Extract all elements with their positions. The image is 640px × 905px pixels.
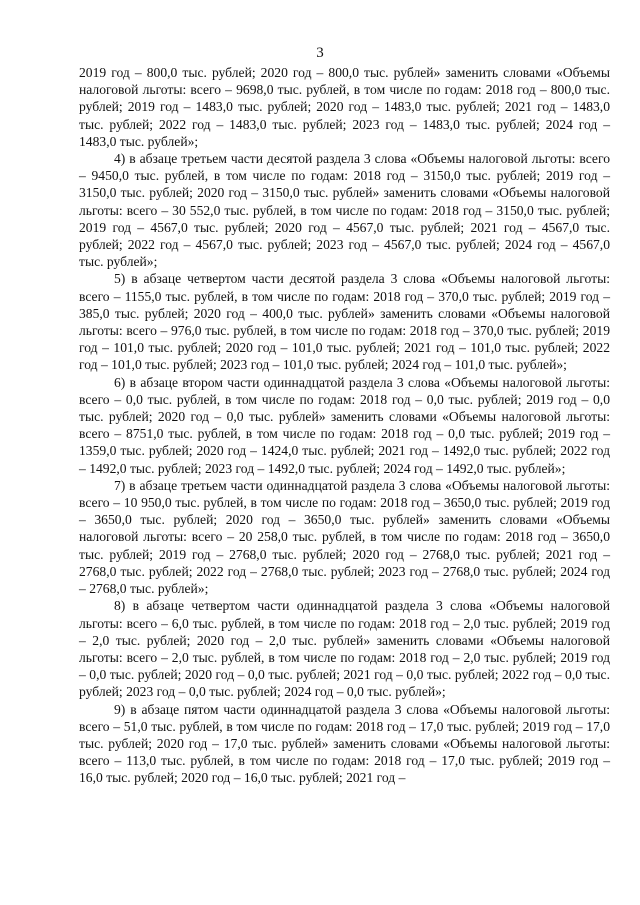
page-number: 3 [316, 45, 324, 61]
paragraph-item-6: 6) в абзаце втором части одиннадцатой раздела 3 слова «Объемы налоговой льготы: всего – 0,0 тыс. рублей, в том числе по годам: 2018 год – 0,0 тыс. рублей; 2019 год – 0,0 тыс. рублей; 2020 год – 0,0 тыс. рублей» заменить словами «Объемы налоговой льготы: всего – 8751,0 тыс. рублей, в том числе по годам: 2018 год – 0,0 тыс. рублей; 2019 год – 1359,0 тыс. рублей; 2020 год – 1424,0 тыс. рублей; 2021 год – 1492,0 тыс. рублей; 2022 год – 1492,0 тыс. рублей; 2023 год – 1492,0 тыс. рублей; 2024 год – 1492,0 тыс. рублей»; [79, 374, 610, 476]
paragraph-continuation: 2019 год – 800,0 тыс. рублей; 2020 год – 800,0 тыс. рублей» заменить словами «Объемы налоговой льготы: всего – 9698,0 тыс. рублей, в том числе по годам: 2018 год – 800,0 тыс. рублей; 2019 год – 1483,0 тыс. рублей; 2020 год – 1483,0 тыс. рублей; 2021 год – 1483,0 тыс. рублей; 2022 год – 1483,0 тыс. рублей; 2023 год – 1483,0 тыс. рублей; 2024 год – 1483,0 тыс. рублей»; [79, 65, 610, 149]
paragraph-item-5: 5) в абзаце четвертом части десятой раздела 3 слова «Объемы налоговой льготы: всего – 1155,0 тыс. рублей, в том числе по годам: 2018 год – 370,0 тыс. рублей; 2019 год – 385,0 тыс. рублей; 2020 год – 400,0 тыс. рублей» заменить словами «Объемы налоговой льготы: всего – 976,0 тыс. рублей, в том числе по годам: 2018 год – 370,0 тыс. рублей; 2019 год – 101,0 тыс. рублей; 2020 год – 101,0 тыс. рублей; 2021 год – 101,0 тыс. рублей; 2022 год – 101,0 тыс. рублей; 2023 год – 101,0 тыс. рублей; 2024 год – 101,0 тыс. рублей»; [79, 271, 610, 373]
paragraph-item-4: 4) в абзаце третьем части десятой раздела 3 слова «Объемы налоговой льготы: всего – 9450,0 тыс. рублей, в том числе по годам: 2018 год – 3150,0 тыс. рублей; 2019 год – 3150,0 тыс. рублей; 2020 год – 3150,0 тыс. рублей» заменить словами «Объемы налоговой льготы: всего – 30 552,0 тыс. рублей, в том числе по годам: 2018 год – 3150,0 тыс. рублей; 2019 год – 4567,0 тыс. рублей; 2020 год – 4567,0 тыс. рублей; 2021 год – 4567,0 тыс. рублей; 2022 год – 4567,0 тыс. рублей; 2023 год – 4567,0 тыс. рублей; 2024 год – 4567,0 тыс. рублей»; [79, 151, 610, 270]
paragraph-item-8: 8) в абзаце четвертом части одиннадцатой раздела 3 слова «Объемы налоговой льготы: всего – 6,0 тыс. рублей, в том числе по годам: 2018 год – 2,0 тыс. рублей; 2019 год – 2,0 тыс. рублей; 2020 год – 2,0 тыс. рублей» заменить словами «Объемы налоговой льготы: всего – 2,0 тыс. рублей, в том числе по годам: 2018 год – 2,0 тыс. рублей; 2019 год – 0,0 тыс. рублей; 2020 год – 0,0 тыс. рублей; 2021 год – 0,0 тыс. рублей; 2022 год – 0,0 тыс. рублей; 2023 год – 0,0 тыс. рублей; 2024 год – 0,0 тыс. рублей»; [79, 598, 610, 700]
document-body [79, 64, 610, 787]
paragraph-item-9: 9) в абзаце пятом части одиннадцатой раздела 3 слова «Объемы налоговой льготы: всего – 51,0 тыс. рублей, в том числе по годам: 2018 год – 17,0 тыс. рублей; 2019 год – 17,0 тыс. рублей; 2020 год – 17,0 тыс. рублей» заменить словами «Объемы налоговой льготы: всего – 113,0 тыс. рублей, в том числе по годам: 2018 год – 17,0 тыс. рублей; 2019 год – 16,0 тыс. рублей; 2020 год – 16,0 тыс. рублей; 2021 год – [79, 701, 610, 786]
paragraph-item-7: 7) в абзаце третьем части одиннадцатой раздела 3 слова «Объемы налоговой льготы: всего – 10 950,0 тыс. рублей, в том числе по годам: 2018 год – 3650,0 тыс. рублей; 2019 год – 3650,0 тыс. рублей; 2020 год – 3650,0 тыс. рублей» заменить словами «Объемы налоговой льготы: всего – 20 258,0 тыс. рублей, в том числе по годам: 2018 год – 3650,0 тыс. рублей; 2019 год – 2768,0 тыс. рублей; 2020 год – 2768,0 тыс. рублей; 2021 год – 2768,0 тыс. рублей; 2022 год – 2768,0 тыс. рублей; 2023 год – 2768,0 тыс. рублей; 2024 год – 2768,0 тыс. рублей»; [79, 477, 610, 597]
